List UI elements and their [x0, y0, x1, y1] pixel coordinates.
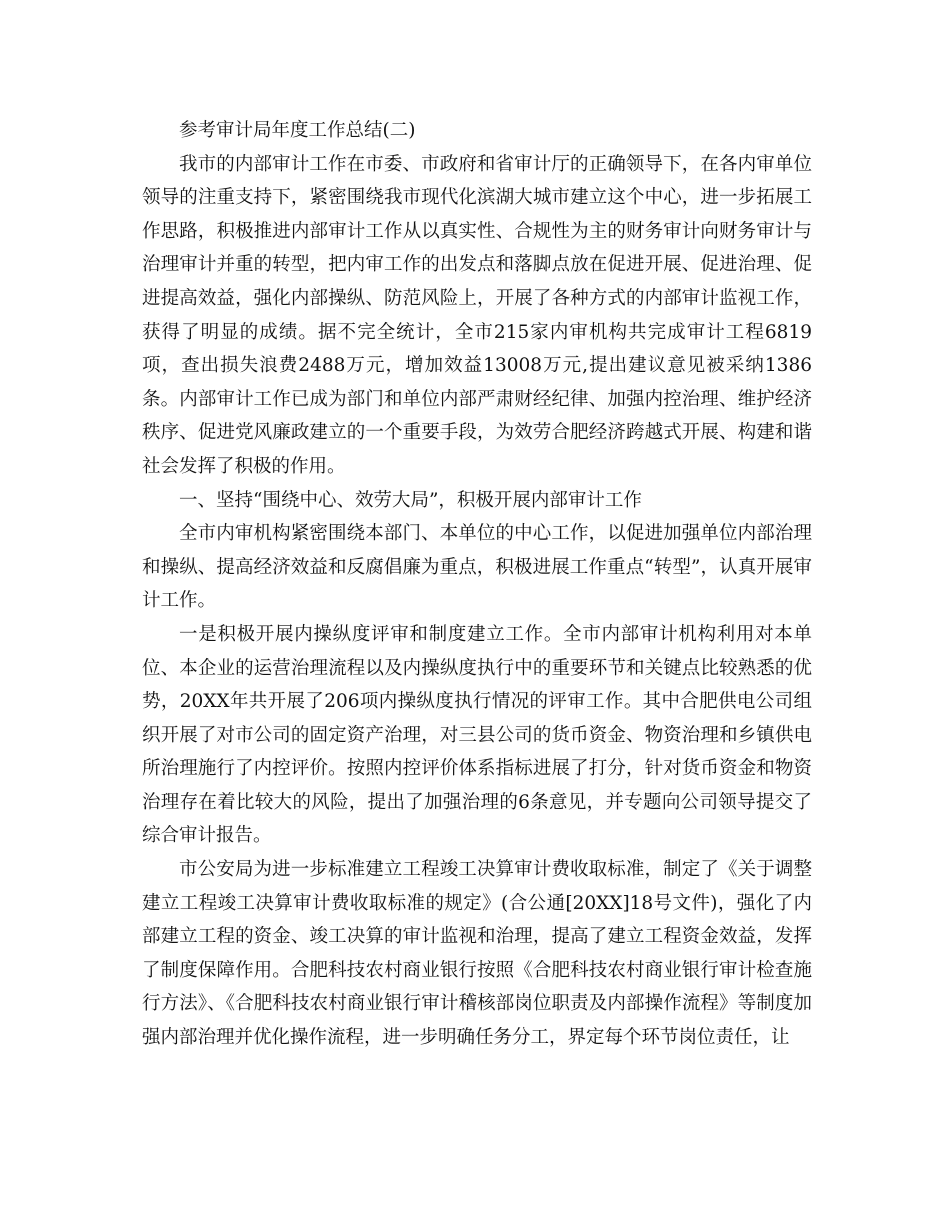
paragraph-section-1-intro: 全市内审机构紧密围绕本部门、本单位的中心工作，以促进加强单位内部治理和操纵、提高经济效益和反腐倡廉为重点，积极进展工作重点“转型”，认真开展审计工作。 — [142, 523, 812, 612]
document-title: 参考审计局年度工作总结(二) — [179, 120, 416, 141]
document-body — [142, 114, 812, 1055]
paragraph-intro: 我市的内部审计工作在市委、市政府和省审计厅的正确领导下，在各内审单位领导的注重支持下，紧密围绕我市现代化滨湖大城市建立这个中心，进一步拓展工作思路，积极推进内部审计工作从以真实性、合规性为主的财务审计向财务审计与治理审计并重的转型，把内审工作的出发点和落脚点放在促进开展、促进治理、促进提高效益，强化内部操纵、防范风险上，开展了各种方式的内部审计监视工作，获得了明显的成绩。据不完全统计，全市215家内审机构共完成审计工程6819项，查出损失浪费2488万元，增加效益13008万元,提出建议意见被采纳1386条。内部审计工作已成为部门和单位内部严肃财经纪律、加强内控治理、维护经济秩序、促进党风廉政建立的一个重要手段，为效劳合肥经济跨越式开展、构建和谐社会发挥了积极的作用。 — [142, 153, 812, 477]
section-heading-1: 一、坚持“围绕中心、效劳大局”，积极开展内部审计工作 — [179, 489, 642, 511]
paragraph-public-security: 市公安局为进一步标准建立工程竣工决算审计费收取标准，制定了《关于调整建立工程竣工决算审计费收取标准的规定》(合公通[20XX]18号文件)，强化了内部建立工程的资金、竣工决算的审计监视和治理，提高了建立工程资金效益，发挥了制度保障作用。合肥科技农村商业银行按照《合肥科技农村商业银行审计检查施行方法》、《合肥科技农村商业银行审计稽核部岗位职责及内部操作流程》等制度加强内部治理并优化操作流程，进一步明确任务分工，界定每个环节岗位责任，让 — [142, 859, 812, 1049]
paragraph-internal-control: 一是积极开展内操纵度评审和制度建立工作。全市内部审计机构利用对本单位、本企业的运营治理流程以及内操纵度执行中的重要环节和关键点比较熟悉的优势，20XX年共开展了206项内操纵度执行情况的评审工作。其中合肥供电公司组织开展了对市公司的固定资产治理，对三县公司的货币资金、物资治理和乡镇供电所治理施行了内控评价。按照内控评价体系指标进展了打分，针对货币资金和物资治理存在着比较大的风险，提出了加强治理的6条意见，并专题向公司领导提交了综合审计报告。 — [142, 623, 812, 847]
